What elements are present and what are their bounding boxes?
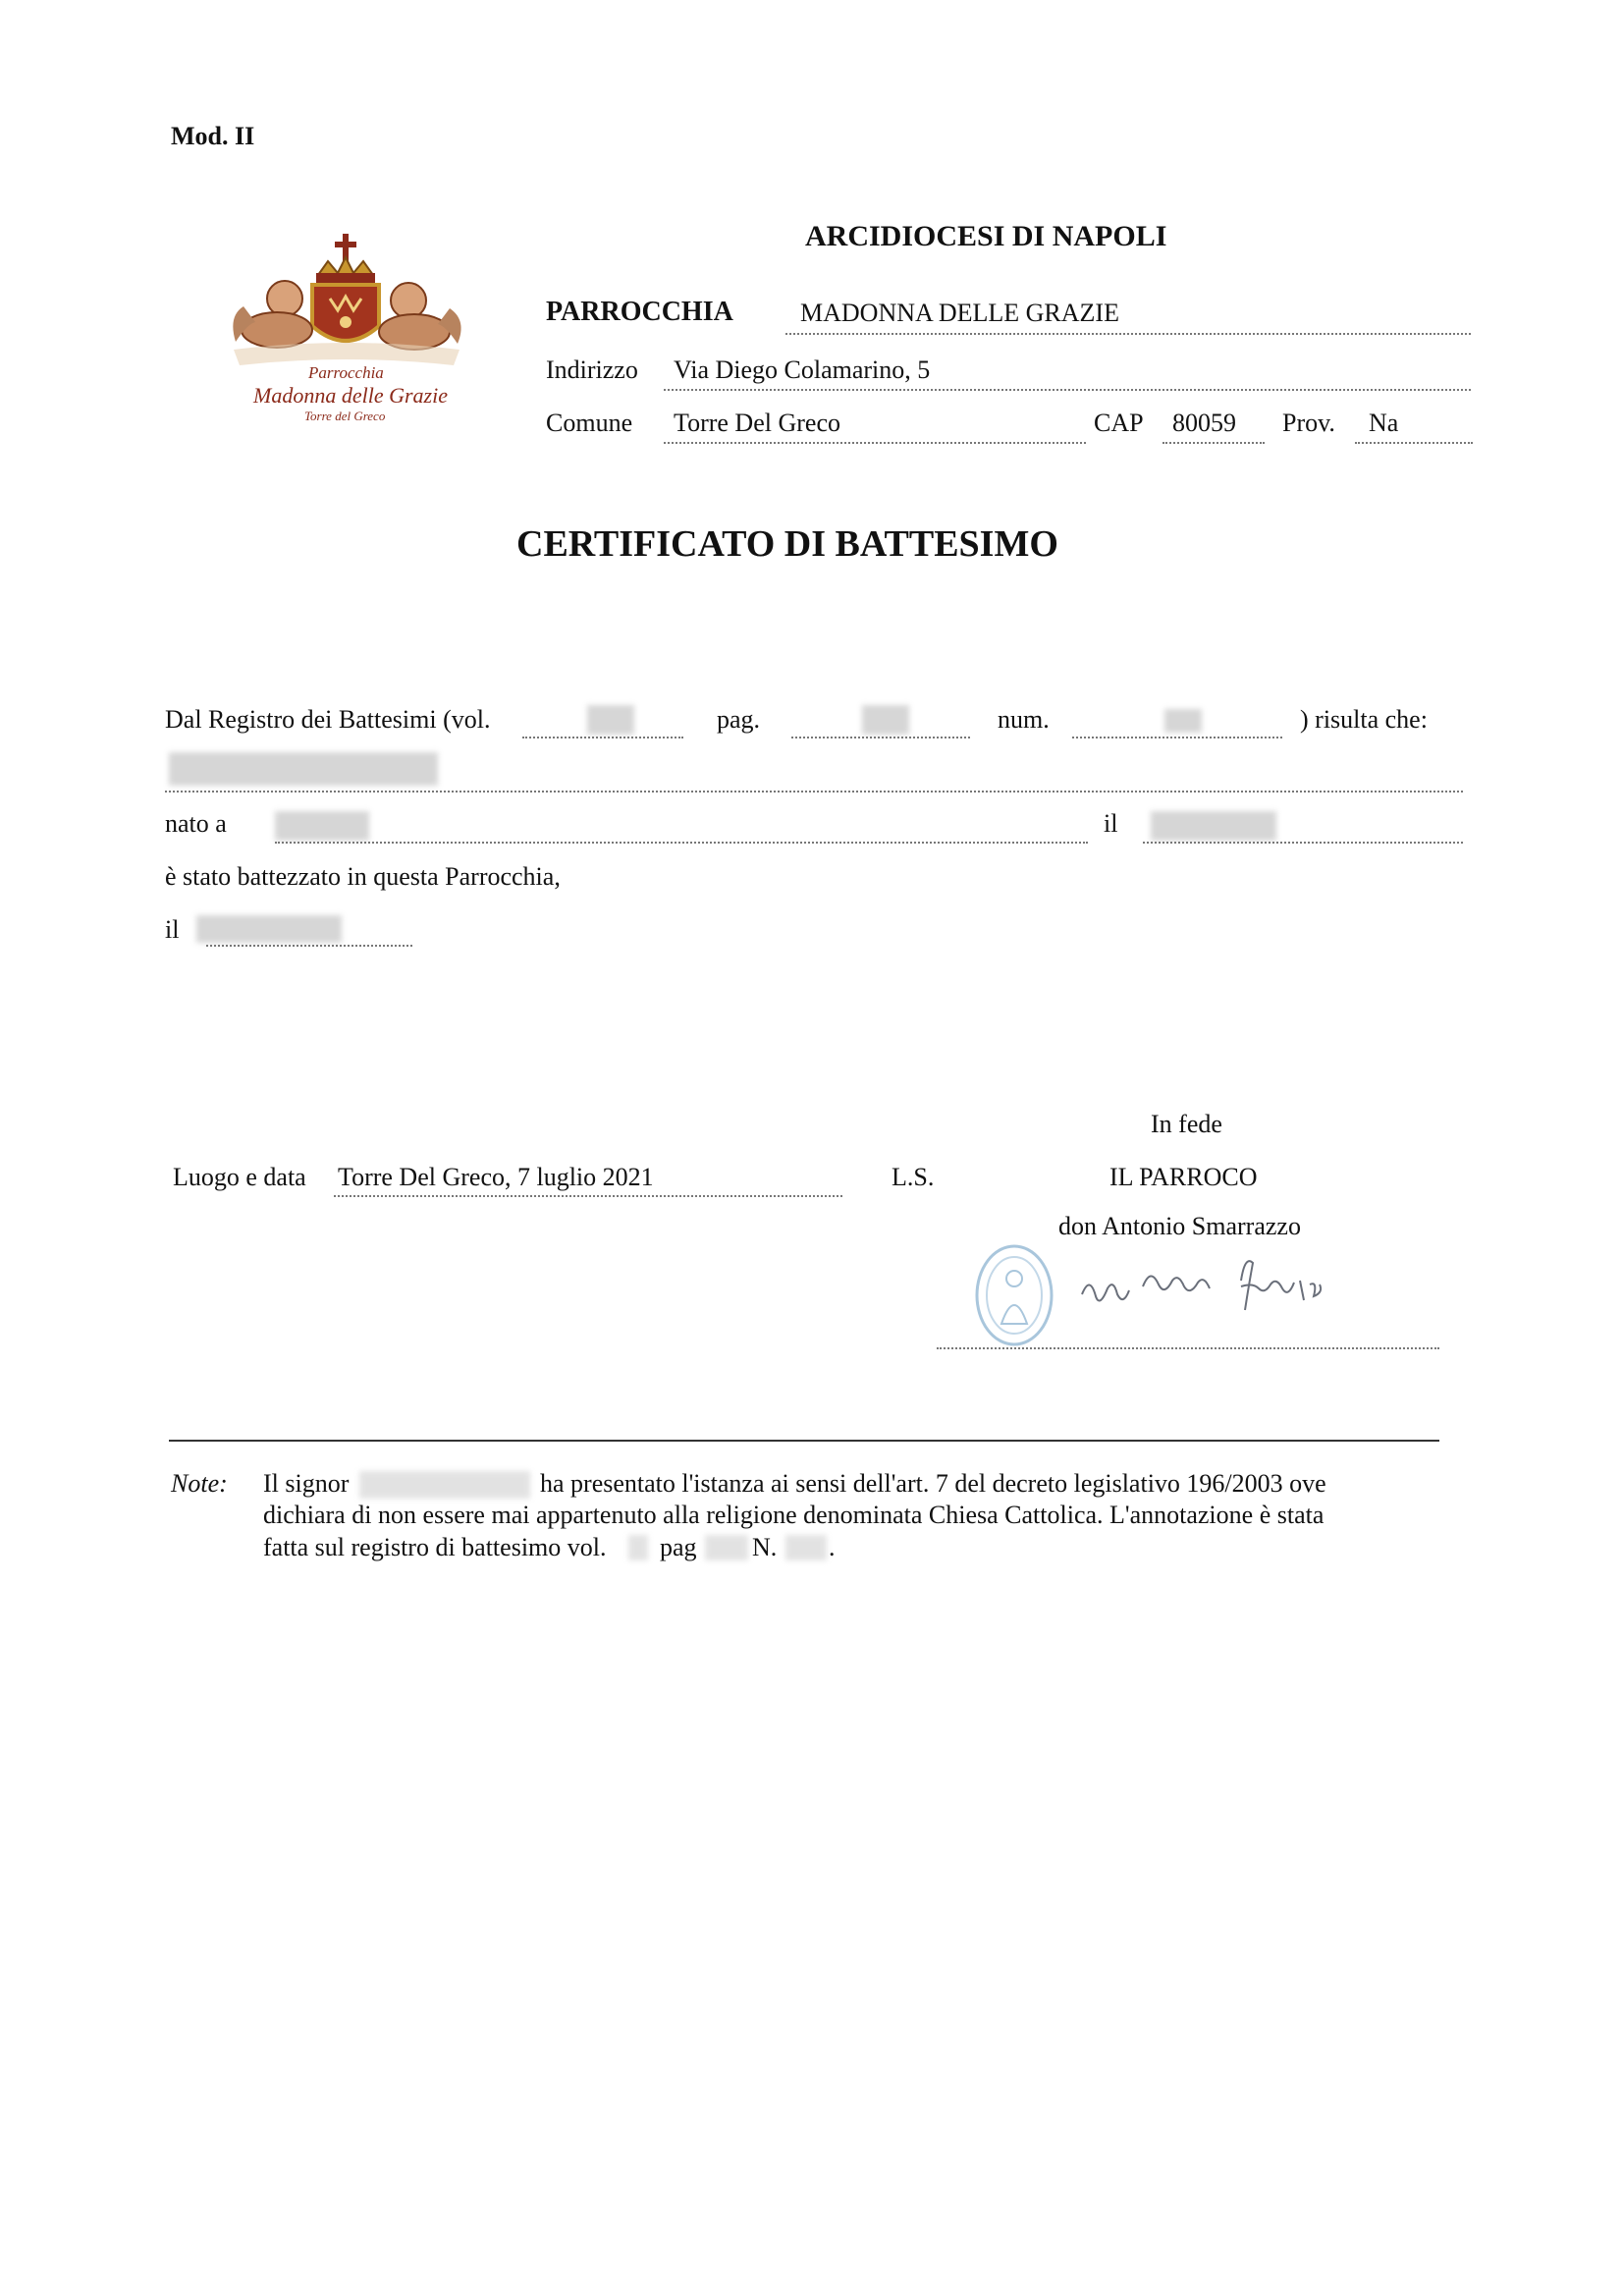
in-fede-text: In fede [1151, 1110, 1222, 1138]
luogo-label: Luogo e data [173, 1163, 306, 1191]
luogo-line [334, 1195, 842, 1197]
ls-text: L.S. [892, 1163, 935, 1191]
note-part1: Il signor [263, 1469, 350, 1498]
form-code: Mod. II [171, 122, 255, 150]
redacted-name [169, 752, 438, 786]
redacted-page [862, 705, 909, 735]
redacted-note-volume [628, 1535, 648, 1560]
il2-label: il [165, 915, 180, 944]
redacted-note-number [785, 1535, 827, 1560]
name-line [165, 791, 1463, 793]
parrocchia-value: MADONNA DELLE GRAZIE [800, 299, 1119, 327]
redacted-volume [587, 705, 634, 735]
redacted-note-page [705, 1535, 748, 1560]
baptism-date-line [206, 945, 412, 947]
risulta-text: ) risulta che: [1300, 705, 1428, 734]
registro-label: Dal Registro dei Battesimi (vol. [165, 705, 491, 734]
baptized-text: è stato battezzato in questa Parrocchia, [165, 862, 561, 891]
logo-line-1: Parrocchia [308, 363, 384, 382]
comune-value: Torre Del Greco [674, 409, 840, 437]
note-line3-c: N. [752, 1533, 778, 1561]
luogo-value: Torre Del Greco, 7 luglio 2021 [338, 1163, 654, 1191]
cap-line [1162, 442, 1265, 444]
logo-line-2: Madonna delle Grazie [253, 383, 448, 408]
redacted-baptism-date [196, 915, 342, 943]
indirizzo-line [664, 389, 1471, 391]
redacted-birthplace [275, 811, 369, 841]
page-line [791, 737, 970, 738]
note-part2: ha presentato l'istanza ai sensi dell'art. 7 del decreto legislativo 196/2003 ove [540, 1469, 1326, 1498]
certificate-title: CERTIFICATO DI BATTESIMO [516, 523, 1058, 565]
parish-stamp-icon [972, 1241, 1056, 1349]
note-line3-b: pag [660, 1533, 697, 1561]
prov-line [1355, 442, 1473, 444]
note-divider [169, 1440, 1439, 1442]
redacted-birthdate [1151, 811, 1276, 841]
parroco-name: don Antonio Smarrazzo [1058, 1212, 1301, 1240]
note-line3-d: . [829, 1533, 836, 1561]
nato-label: nato a [165, 809, 227, 838]
cap-label: CAP [1094, 409, 1144, 437]
prov-label: Prov. [1282, 409, 1335, 437]
note-line3-a: fatta sul registro di battesimo vol. [263, 1533, 607, 1561]
note-label: Note: [171, 1469, 228, 1498]
prov-value: Na [1369, 409, 1399, 437]
parrocchia-line [785, 333, 1471, 335]
birthplace-line [275, 842, 1088, 844]
parish-logo [214, 228, 479, 424]
redacted-number [1164, 709, 1202, 733]
number-line [1072, 737, 1282, 738]
indirizzo-label: Indirizzo [546, 355, 638, 384]
il-label: il [1104, 809, 1118, 838]
logo-line-3: Torre del Greco [304, 409, 386, 423]
comune-label: Comune [546, 409, 633, 437]
redacted-note-name [359, 1471, 530, 1499]
volume-line [522, 737, 683, 738]
parrocchia-label: PARROCCHIA [546, 297, 733, 327]
num-label: num. [998, 705, 1050, 734]
pag-label: pag. [717, 705, 761, 734]
birthdate-line [1143, 842, 1463, 844]
signature-line [937, 1347, 1439, 1349]
parroco-title: IL PARROCO [1109, 1163, 1258, 1191]
comune-line [664, 442, 1086, 444]
signature-icon [1078, 1245, 1327, 1324]
diocese-title: ARCIDIOCESI DI NAPOLI [805, 220, 1167, 252]
note-line2: dichiara di non essere mai appartenuto alla religione denominata Chiesa Cattolica. L'annotazione è stata [263, 1501, 1325, 1529]
cap-value: 80059 [1172, 409, 1236, 437]
indirizzo-value: Via Diego Colamarino, 5 [674, 355, 931, 384]
